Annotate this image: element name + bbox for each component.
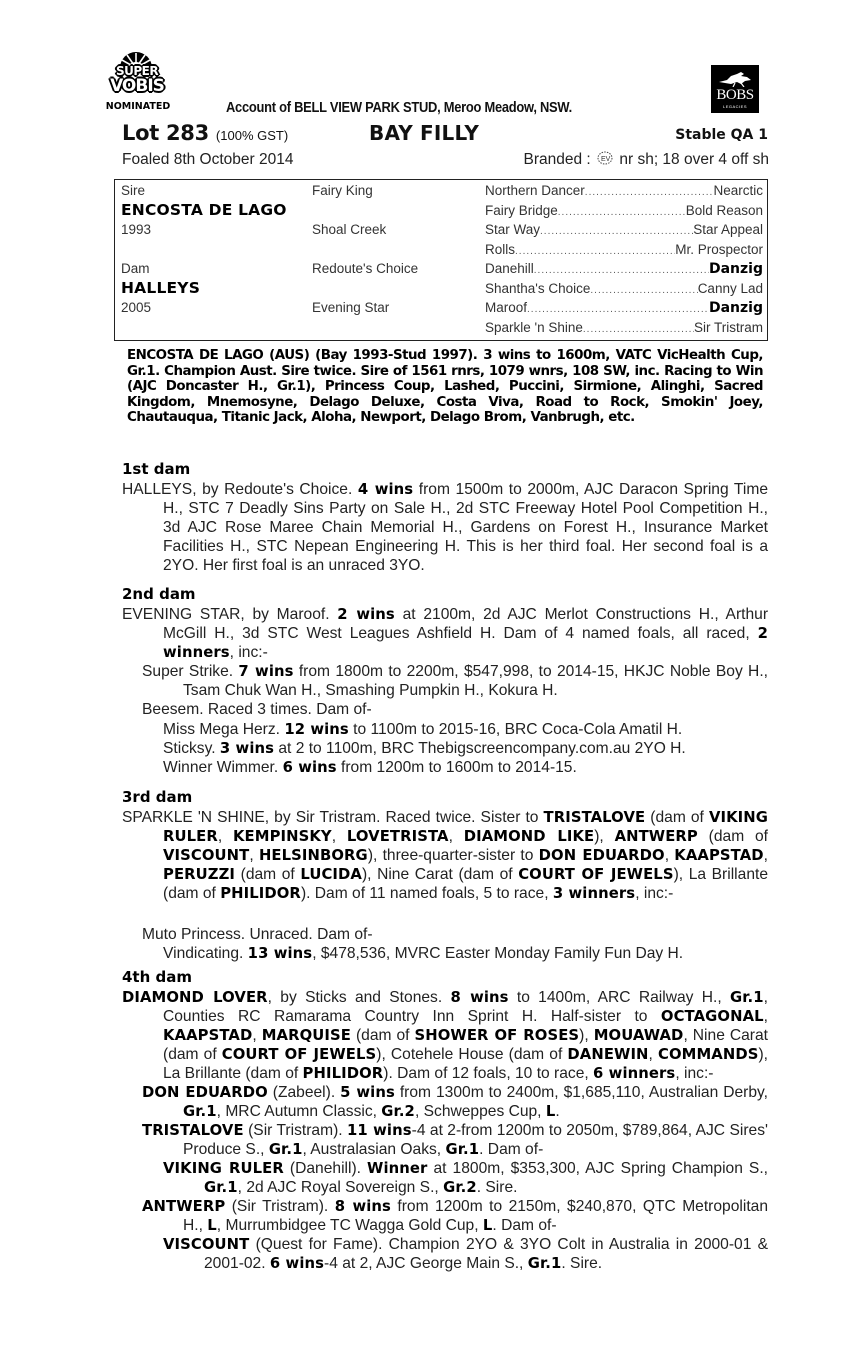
entry-text: (Sir Tristram). <box>243 1122 348 1139</box>
entry-text: Winner Wimmer. <box>163 759 283 776</box>
ancestor-name: Star Way <box>485 222 541 237</box>
dam-year: 2005 <box>121 300 152 315</box>
pedigree-entry <box>142 1121 768 1159</box>
bold-highlight: COMMANDS <box>658 1046 759 1063</box>
bold-highlight: TRISTALOVE <box>543 809 646 826</box>
bold-highlight: ANTWERP <box>614 828 698 845</box>
pedigree-entry <box>163 1159 768 1197</box>
bold-highlight: KAAPSTAD <box>674 847 764 864</box>
bold-highlight: Gr.2 <box>381 1103 415 1120</box>
bold-highlight: 6 winners <box>593 1065 676 1082</box>
entry-text: , $478,536, MVRC Easter Monday Family Fun Day H. <box>312 945 684 962</box>
entry-text: ), <box>579 1027 594 1044</box>
entry-text: , 2d AJC Royal Sovereign S., <box>237 1179 444 1196</box>
entry-text: Muto Princess. Unraced. Dam of- <box>142 926 373 943</box>
pedigree-row <box>485 203 763 218</box>
entry-text: . Sire. <box>476 1179 518 1196</box>
bold-highlight: KAAPSTAD <box>163 1027 253 1044</box>
entry-text: , Australasian Oaks, <box>302 1141 446 1158</box>
ancestor-sire: Bold Reason <box>685 203 763 218</box>
pedigree-entry <box>142 1083 768 1121</box>
logo-super-text: SUPER <box>115 64 159 78</box>
ancestor-name: Danehill <box>485 261 534 276</box>
entry-text: EVENING STAR, by Maroof. <box>122 606 338 623</box>
entry-text: . Dam of- <box>492 1217 557 1234</box>
dot-leader <box>585 187 714 198</box>
ancestor-sire: Mr. Prospector <box>675 242 763 257</box>
bold-highlight: Gr.1 <box>204 1179 238 1196</box>
sire-summary: ENCOSTA DE LAGO (AUS) (Bay 1993-Stud 1997). 3 wins to 1600m, VATC VicHealth Cup, Gr.1. Champion Aust. Sire twice. Sire of 1561 rnrs, 1079 wnrs, 108 SW, inc. Racing to Win (AJC Doncaster H., Gr.1), Princess Coup, Lashed, Puccini, Sirmione, Alinghi, Sacred Kingdom, Mnemosyne, Delago Deluxe, Costa Viva, Road to Rock, Smokin' Joey, Chautauqua, Titanic Jack, Aloha, Newport, Delago Brom, Vanbrugh, etc. <box>127 348 763 425</box>
dam-name: HALLEYS <box>121 279 201 297</box>
entry-text: ), <box>594 828 615 845</box>
ancestor-name: Northern Dancer <box>485 183 585 198</box>
entry-text: from 1300m to 2400m, $1,685,110, Australian Derby, <box>394 1084 768 1101</box>
foaled-date: Foaled 8th October 2014 <box>122 151 294 168</box>
entry-text: (Zabeel). <box>267 1084 341 1101</box>
pedigree-entry <box>163 720 768 739</box>
branded-marks: nr sh; 18 over 4 off sh <box>619 151 769 168</box>
dams-sire: Redoute's Choice <box>312 261 419 276</box>
bold-highlight: Gr.1 <box>730 989 764 1006</box>
section-title: 3rd dam <box>122 788 193 806</box>
entry-text: , <box>448 828 464 845</box>
bold-highlight: DIAMOND LIKE <box>463 828 595 845</box>
bold-highlight: DON EDUARDO <box>538 847 665 864</box>
entry-text: , <box>252 1027 262 1044</box>
entry-text: from 1800m to 2200m, $547,998, to 2014-15, HKJC Noble Boy H., Tsam Chuk Wan H., Smashing Pumpkin H., Kokura H. <box>183 663 768 699</box>
bold-highlight: COURT OF JEWELS <box>518 866 674 883</box>
entry-text: from 1500m to 2000m, AJC Daracon Spring Time H., STC 7 Deadly Sins Party on Sale H., 2d STC Freeway Hotel Pool Competition H., 3d AJC Rose Maree Chain Memorial H., Gardens on Forest H., Insurance Market Facilities H., STC Nepean Engineering H. This is her third foal. Her second foal is a 2YO. Her first foal is an unraced 3YO. <box>163 481 768 574</box>
bold-highlight: OCTAGONAL <box>660 1008 764 1025</box>
entry-text: ), three-quarter-sister to <box>367 847 539 864</box>
entry-text: , <box>763 1008 768 1025</box>
bold-highlight: PERUZZI <box>163 866 236 883</box>
bobs-logo-word: BOBS <box>716 87 754 103</box>
pedigree-table <box>114 179 768 341</box>
dot-leader <box>540 226 693 237</box>
entry-text: , by Sticks and Stones. <box>267 989 451 1006</box>
brand-mark-icon <box>597 151 613 165</box>
bold-highlight: 8 wins <box>334 1198 391 1215</box>
ancestor-sire: Sir Tristram <box>694 320 763 335</box>
bold-highlight: 11 wins <box>347 1122 412 1139</box>
branding-info <box>524 151 769 169</box>
stable-location: Stable QA 1 <box>675 127 768 143</box>
pedigree-row <box>485 261 763 277</box>
bold-highlight: VIKING RULER <box>163 1160 284 1177</box>
pedigree-entry <box>142 925 768 944</box>
pedigree-entry <box>163 944 768 963</box>
bold-highlight: Winner <box>367 1160 428 1177</box>
entry-text: , <box>763 847 768 864</box>
entry-text: , <box>249 847 259 864</box>
pedigree-entry <box>142 1197 768 1235</box>
dot-leader <box>590 285 697 296</box>
pedigree-entry <box>122 605 768 662</box>
logo-vobis-text: VOBIS <box>110 76 164 96</box>
ancestor-sire: Star Appeal <box>693 222 763 237</box>
logo-nominated-text: NOMINATED <box>105 101 171 112</box>
entry-text: , Counties RC Ramarama Country Inn Sprint H. Half-sister to <box>163 989 768 1025</box>
entry-text: Super Strike. <box>142 663 239 680</box>
lot-label: Lot 283 <box>122 121 209 145</box>
bold-highlight: VISCOUNT <box>163 847 250 864</box>
bold-highlight: Gr.1 <box>445 1141 480 1158</box>
ancestor-sire: Danzig <box>708 261 763 277</box>
ancestor-sire: Canny Lad <box>697 281 763 296</box>
bold-highlight: DIAMOND LOVER <box>122 989 268 1006</box>
entry-text: , inc:- <box>635 885 674 902</box>
bold-highlight: MOUAWAD <box>593 1027 684 1044</box>
bold-highlight: L <box>545 1103 556 1120</box>
sire-label: Sire <box>121 183 146 198</box>
pedigree-entry <box>122 480 768 575</box>
bold-highlight: 2 winners <box>163 625 768 661</box>
bold-highlight: PHILIDOR <box>302 1065 384 1082</box>
bold-highlight: VIKING RULER <box>163 809 768 845</box>
entry-text: , <box>664 847 675 864</box>
ancestor-name: Maroof <box>485 300 528 315</box>
entry-text: (dam of <box>697 828 768 845</box>
entry-text: (dam of <box>235 866 301 883</box>
entry-text: from 1200m to 1600m to 2014-15. <box>336 759 577 776</box>
entry-text: ). Dam of 11 named foals, 5 to race, <box>300 885 553 902</box>
entry-text: . Dam of- <box>479 1141 544 1158</box>
entry-text: SPARKLE 'N SHINE, by Sir Tristram. Raced twice. Sister to <box>122 809 544 826</box>
bold-highlight: 3 wins <box>219 740 275 757</box>
pedigree-row <box>485 281 763 296</box>
entry-text: (dam of <box>645 809 709 826</box>
horse-description: BAY FILLY <box>369 121 480 145</box>
bold-highlight: 13 wins <box>247 945 313 962</box>
bold-highlight: 7 wins <box>238 663 294 680</box>
ancestor-name: Rolls <box>485 242 516 257</box>
entry-text: Miss Mega Herz. <box>163 721 285 738</box>
bold-highlight: TRISTALOVE <box>142 1122 244 1139</box>
entry-text: , MRC Autumn Classic, <box>216 1103 382 1120</box>
bold-highlight: 5 wins <box>340 1084 395 1101</box>
entry-text: at 2100m, 2d AJC Merlot Constructions H., Arthur McGill H., 3d STC West Leagues Ashfield H. Dam of 4 named foals, all raced, <box>163 606 769 642</box>
entry-text: . <box>555 1103 560 1120</box>
bobs-horse-icon <box>717 71 753 87</box>
bold-highlight: ANTWERP <box>142 1198 226 1215</box>
ancestor-name: Shantha's Choice <box>485 281 591 296</box>
entry-text: , inc:- <box>675 1065 714 1082</box>
bold-highlight: DON EDUARDO <box>142 1084 268 1101</box>
dot-leader <box>527 304 709 315</box>
branded-label: Branded : <box>523 151 591 168</box>
bold-highlight: 6 wins <box>282 759 337 776</box>
ancestor-name: Sparkle 'n Shine <box>485 320 583 335</box>
pedigree-row <box>485 183 763 198</box>
pedigree-row <box>485 320 763 335</box>
bold-highlight: 4 wins <box>357 481 414 498</box>
sires-dam: Shoal Creek <box>312 222 387 237</box>
pedigree-entry <box>122 808 768 903</box>
pedigree-entry <box>142 700 768 719</box>
bold-highlight: 3 winners <box>552 885 636 902</box>
entry-text: . Sire. <box>561 1255 603 1272</box>
entry-text: (Quest for Fame). Champion 2YO & 3YO Colt in Australia in 2000-01 & 2001-02. <box>204 1236 768 1272</box>
ancestor-name: Fairy Bridge <box>485 203 558 218</box>
pedigree-row <box>485 242 763 257</box>
bold-highlight: SHOWER OF ROSES <box>414 1027 580 1044</box>
entry-text: ), La Brillante (dam of <box>163 866 768 902</box>
bold-highlight: HELSINBORG <box>258 847 368 864</box>
entry-text: (Sir Tristram). <box>225 1198 335 1215</box>
bold-highlight: DANEWIN <box>567 1046 649 1063</box>
entry-text: from 1200m to 2150m, $240,870, QTC Metropolitan H., <box>183 1198 768 1234</box>
pedigree-row <box>485 222 763 237</box>
ancestor-sire: Danzig <box>708 300 763 316</box>
sire-name: ENCOSTA DE LAGO <box>121 201 287 219</box>
bold-highlight: Gr.1 <box>268 1141 303 1158</box>
pedigree-entry <box>163 1235 768 1273</box>
section-title: 4th dam <box>122 968 192 986</box>
entry-text: -4 at 2, AJC George Main S., <box>324 1255 528 1272</box>
entry-text: , Nine Carat (dam of <box>163 1027 768 1063</box>
entry-text: ). Dam of 12 foals, 10 to race, <box>383 1065 594 1082</box>
entry-text: at 2 to 1100m, BRC Thebigscreencompany.com.au 2YO H. <box>274 740 686 757</box>
bold-highlight: KEMPINSKY <box>232 828 332 845</box>
lot-number <box>122 121 288 145</box>
bold-highlight: Gr.1 <box>527 1255 562 1272</box>
bold-highlight: L <box>207 1217 217 1234</box>
bold-highlight: 6 wins <box>269 1255 325 1272</box>
bold-highlight: PHILIDOR <box>220 885 301 902</box>
entry-text: , Schweppes Cup, <box>414 1103 546 1120</box>
entry-text: , <box>648 1046 658 1063</box>
dams-dam: Evening Star <box>312 300 390 315</box>
entry-text: -4 at 2-from 1200m to 2050m, $789,864, AJC Sires' Produce S., <box>183 1122 768 1158</box>
section-title: 1st dam <box>122 460 191 478</box>
super-vobis-nominated-logo <box>94 48 180 112</box>
vendor-account: Account of BELL VIEW PARK STUD, Meroo Meadow, NSW. <box>226 99 572 116</box>
bold-highlight: L <box>482 1217 493 1234</box>
bold-highlight: VISCOUNT <box>163 1236 250 1253</box>
svg-text:EV: EV <box>601 156 611 163</box>
dot-leader <box>558 207 686 218</box>
entry-text: (Danehill). <box>283 1160 368 1177</box>
entry-text: Beesem. Raced 3 times. Dam of- <box>142 701 372 718</box>
entry-text: to 1100m to 2015-16, BRC Coca-Cola Amatil H. <box>348 721 683 738</box>
pedigree-entry <box>122 988 768 1083</box>
entry-text: , inc:- <box>229 644 268 661</box>
sire-year: 1993 <box>121 222 152 237</box>
entry-text: , <box>331 828 347 845</box>
bold-highlight: LUCIDA <box>300 866 362 883</box>
pedigree-row <box>485 300 763 316</box>
entry-text: , <box>217 828 233 845</box>
sires-sire: Fairy King <box>312 183 373 198</box>
gst-note: (100% GST) <box>215 128 289 143</box>
entry-text: Vindicating. <box>163 945 248 962</box>
bold-highlight: LOVETRISTA <box>346 828 449 845</box>
entry-text: ), Cotehele House (dam of <box>376 1046 568 1063</box>
dot-leader <box>583 324 694 335</box>
section-title: 2nd dam <box>122 585 196 603</box>
bold-highlight: 12 wins <box>284 721 349 738</box>
entry-text: ), Nine Carat (dam of <box>361 866 519 883</box>
entry-text: at 1800m, $353,300, AJC Spring Champion S., <box>427 1160 768 1177</box>
entry-text: , Murrumbidgee TC Wagga Gold Cup, <box>216 1217 483 1234</box>
dam-label: Dam <box>121 261 150 276</box>
dot-leader <box>515 246 675 257</box>
pedigree-entry <box>142 662 768 700</box>
ancestor-sire: Nearctic <box>713 183 763 198</box>
entry-text: HALLEYS, by Redoute's Choice. <box>122 481 358 498</box>
pedigree-entry <box>163 739 768 758</box>
bold-highlight: Gr.2 <box>443 1179 477 1196</box>
entry-text: Sticksy. <box>163 740 220 757</box>
entry-text: to 1400m, ARC Railway H., <box>508 989 730 1006</box>
bobs-logo <box>711 65 759 113</box>
pedigree-entry <box>163 758 768 777</box>
bold-highlight: MARQUISE <box>261 1027 351 1044</box>
bold-highlight: 8 wins <box>450 989 509 1006</box>
bold-highlight: COURT OF JEWELS <box>221 1046 377 1063</box>
bold-highlight: Gr.1 <box>183 1103 217 1120</box>
dot-leader <box>534 265 709 276</box>
bobs-logo-subtext: LEGACIES <box>722 104 747 109</box>
entry-text: (dam of <box>350 1027 415 1044</box>
bold-highlight: 2 wins <box>337 606 395 623</box>
entry-text: ), La Brillante (dam of <box>163 1046 768 1082</box>
